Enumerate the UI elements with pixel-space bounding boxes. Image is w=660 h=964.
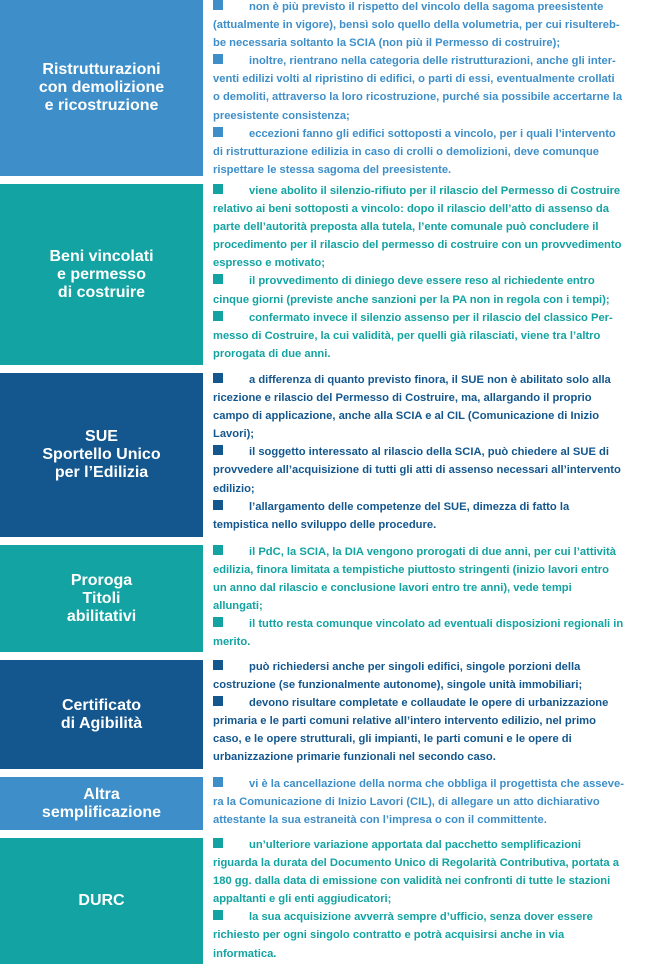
row-title-line: per l’Edilizia bbox=[54, 464, 149, 481]
square-bullet-icon bbox=[213, 445, 223, 455]
text-line: il soggetto interessato al rilascio della SCIA, può chiedere al SUE di bbox=[249, 446, 609, 459]
row-label-sue bbox=[0, 373, 203, 537]
bullet-paragraph bbox=[213, 498, 659, 534]
row-text-proroga bbox=[213, 543, 659, 652]
text-line: il PdC, la SCIA, la DIA vengono prorogati di due anni, per cui l’attività bbox=[249, 546, 616, 558]
square-bullet-icon bbox=[213, 127, 223, 137]
text-line: venti edilizi volti al ripristino di edifici, o parti di essi, eventualmente crollati bbox=[213, 73, 615, 86]
square-bullet-icon bbox=[213, 311, 223, 321]
row-title-line: e ricostruzione bbox=[44, 97, 159, 114]
text-line: viene abolito il silenzio-rifiuto per il rilascio del Permesso di Costruire bbox=[249, 185, 621, 197]
text-line: rispettare le stessa sagoma del preesistente. bbox=[213, 163, 452, 176]
text-line: vi è la cancellazione della norma che obbliga il progettista che asseve- bbox=[249, 778, 624, 790]
row-title-line: SUE bbox=[85, 428, 118, 445]
square-bullet-icon bbox=[213, 660, 223, 670]
row-title-line: Beni vincolati bbox=[49, 247, 154, 265]
text-line: Lavori); bbox=[213, 428, 255, 441]
text-line: allungati; bbox=[213, 600, 263, 613]
text-line: edilizia, finora limitata a tempistiche piuttosto stringenti (inizio lavori entro bbox=[213, 564, 609, 577]
square-bullet-icon bbox=[213, 373, 223, 383]
bullet-paragraph bbox=[213, 694, 659, 766]
text-line: caso, e le opere strutturali, gli impianti, le parti comuni e le opere di bbox=[213, 733, 572, 746]
bullet-paragraph bbox=[213, 182, 659, 272]
text-line: (attualmente in vigore), bensì solo quello della volumetria, per cui risultereb- bbox=[213, 19, 620, 32]
text-line: espresso e motivato; bbox=[213, 257, 325, 270]
row-title-line: Titoli bbox=[82, 589, 121, 607]
text-line: prorogata di due anni. bbox=[213, 347, 331, 360]
square-bullet-icon bbox=[213, 617, 223, 627]
row-title-line: con demolizione bbox=[38, 79, 165, 96]
text-line: 180 gg. dalla data di emissione con validità nei confronti di tutte le stazioni bbox=[213, 875, 611, 888]
row-title-line: Sportello Unico bbox=[42, 446, 161, 463]
bullet-paragraph bbox=[213, 658, 659, 694]
row-label-semplificazione bbox=[0, 777, 203, 830]
text-line: campo di applicazione, anche alla SCIA e al CIL (Comunicazione di Inizio bbox=[213, 410, 600, 423]
text-line: a differenza di quanto previsto finora, il SUE non è abilitato solo alla bbox=[249, 374, 611, 386]
square-bullet-icon bbox=[213, 500, 223, 510]
row-sue bbox=[0, 373, 660, 537]
text-line: il tutto resta comunque vincolato ad eventuali disposizioni regionali in bbox=[249, 618, 624, 631]
row-title-line: semplificazione bbox=[41, 803, 162, 821]
row-title-line: Altra bbox=[83, 785, 120, 803]
text-line: attestante la sua estraneità con l’impresa o con il committente. bbox=[213, 814, 547, 827]
row-title-line: di Agibilità bbox=[60, 714, 143, 732]
bullet-paragraph bbox=[213, 371, 659, 443]
row-ristrutturazioni bbox=[0, 0, 660, 176]
text-line: riguarda la durata del Documento Unico di Regolarità Contributiva, portata a bbox=[213, 857, 619, 870]
text-line: be necessaria soltanto la SCIA (non più il Permesso di costruire); bbox=[213, 37, 561, 50]
bullet-paragraph bbox=[213, 309, 659, 363]
square-bullet-icon bbox=[213, 184, 223, 194]
bullet-paragraph bbox=[213, 272, 659, 308]
bullet-paragraph bbox=[213, 775, 659, 829]
text-line: urbanizzazione primarie funzionali nel secondo caso. bbox=[213, 751, 496, 764]
row-proroga bbox=[0, 545, 660, 652]
row-agibilita bbox=[0, 660, 660, 769]
text-line: richiesto per ogni singolo contratto e potrà acquisirsi anche in via bbox=[213, 929, 565, 942]
row-label-proroga bbox=[0, 545, 203, 652]
text-line: procedimento per il rilascio del permesso di costruire con un provvedimento bbox=[213, 239, 622, 252]
row-title-line: e permesso bbox=[57, 265, 146, 283]
row-label-durc bbox=[0, 838, 203, 964]
row-title-line: di costruire bbox=[57, 283, 146, 301]
row-text-agibilita bbox=[213, 658, 659, 767]
text-line: un anno dal rilascio e conclusione lavori entro tre anni), vede tempi bbox=[213, 582, 572, 595]
text-line: un’ulteriore variazione apportata dal pacchetto semplificazioni bbox=[249, 839, 581, 851]
row-title-line: Ristrutturazioni bbox=[42, 61, 161, 78]
square-bullet-icon bbox=[213, 910, 223, 920]
bullet-paragraph bbox=[213, 443, 659, 497]
text-line: di ristrutturazione edilizia in caso di crolli o demolizioni, deve comunque bbox=[213, 145, 600, 158]
bullet-paragraph bbox=[213, 125, 659, 179]
bullet-paragraph bbox=[213, 908, 659, 962]
text-line: eccezioni fanno gli edifici sottoposti a vincolo, per i quali l’intervento bbox=[249, 127, 616, 140]
bullet-paragraph bbox=[213, 615, 659, 651]
row-title-line: Certificato bbox=[61, 696, 142, 714]
text-line: costruzione (se funzionalmente autonome), singole unità immobiliari; bbox=[213, 679, 583, 692]
row-title-line: DURC bbox=[78, 892, 125, 909]
bullet-paragraph bbox=[213, 836, 659, 908]
text-line: non è più previsto il rispetto del vincolo della sagoma preesistente bbox=[249, 1, 604, 13]
row-text-ristrutturazioni bbox=[213, 0, 659, 179]
square-bullet-icon bbox=[213, 777, 223, 787]
row-label-beni-vincolati bbox=[0, 184, 203, 365]
square-bullet-icon bbox=[213, 838, 223, 848]
text-line: relativo ai beni sottoposti a vincolo: dopo il rilascio dell’atto di assenso da bbox=[213, 203, 609, 216]
row-text-semplificazione bbox=[213, 775, 659, 829]
text-line: cinque giorni (previste anche sanzioni per la PA non in regola con i tempi); bbox=[213, 293, 610, 306]
bullet-paragraph bbox=[213, 52, 659, 124]
text-line: parte dell’autorità preposta alla tutela, l’ente comunale può concludere il bbox=[213, 221, 599, 234]
text-line: informatica. bbox=[213, 947, 277, 960]
text-line: o demoliti, attraverso la loro ricostruzione, purché sia possibile accertarne la bbox=[213, 91, 623, 104]
row-beni-vincolati bbox=[0, 184, 660, 365]
text-line: la sua acquisizione avverrà sempre d’ufficio, senza dover essere bbox=[249, 911, 593, 924]
text-line: devono risultare completate e collaudate le opere di urbanizzazione bbox=[249, 697, 609, 710]
text-line: può richiedersi anche per singoli edifici, singole porzioni della bbox=[249, 661, 581, 673]
text-line: ra la Comunicazione di Inizio Lavori (CIL), di allegare un atto dichiarativo bbox=[213, 796, 600, 809]
text-line: confermato invece il silenzio assenso per il rilascio del classico Per- bbox=[249, 311, 613, 324]
text-line: provvedere all’acquisizione di tutti gli atti di assenso necessari all’intervento bbox=[213, 464, 621, 477]
row-label-agibilita bbox=[0, 660, 203, 769]
text-line: preesistente consistenza; bbox=[213, 109, 350, 122]
text-line: ricezione e rilascio del Permesso di Costruire, ma, allargando il proprio bbox=[213, 392, 592, 405]
text-line: primaria e le parti comuni relative all’intero intervento edilizio, nel primo bbox=[213, 715, 596, 728]
text-line: edilizio; bbox=[213, 482, 255, 495]
bullet-paragraph bbox=[213, 0, 659, 52]
text-line: inoltre, rientrano nella categoria delle ristrutturazioni, anche gli inter- bbox=[249, 55, 616, 68]
bullet-paragraph bbox=[213, 543, 659, 615]
text-line: tempistica nello sviluppo delle procedure. bbox=[213, 518, 437, 531]
row-title-line: abilitativi bbox=[66, 607, 137, 625]
row-label-ristrutturazioni bbox=[0, 0, 203, 176]
text-line: messo di Costruire, la cui validità, per quelli già rilasciati, viene tra l’altro bbox=[213, 329, 601, 342]
row-text-beni-vincolati bbox=[213, 182, 659, 363]
text-line: il provvedimento di diniego deve essere reso al richiedente entro bbox=[249, 275, 595, 288]
text-line: l’allargamento delle competenze del SUE, dimezza di fatto la bbox=[249, 500, 570, 513]
text-line: appaltanti e gli enti aggiudicatori; bbox=[213, 893, 392, 906]
row-durc bbox=[0, 838, 660, 964]
square-bullet-icon bbox=[213, 545, 223, 555]
text-line: merito. bbox=[213, 636, 251, 649]
row-semplificazione bbox=[0, 777, 660, 830]
square-bullet-icon bbox=[213, 0, 223, 10]
square-bullet-icon bbox=[213, 696, 223, 706]
row-title-line: Proroga bbox=[70, 571, 133, 589]
square-bullet-icon bbox=[213, 54, 223, 64]
row-text-durc bbox=[213, 836, 659, 963]
square-bullet-icon bbox=[213, 274, 223, 284]
row-text-sue bbox=[213, 371, 659, 534]
